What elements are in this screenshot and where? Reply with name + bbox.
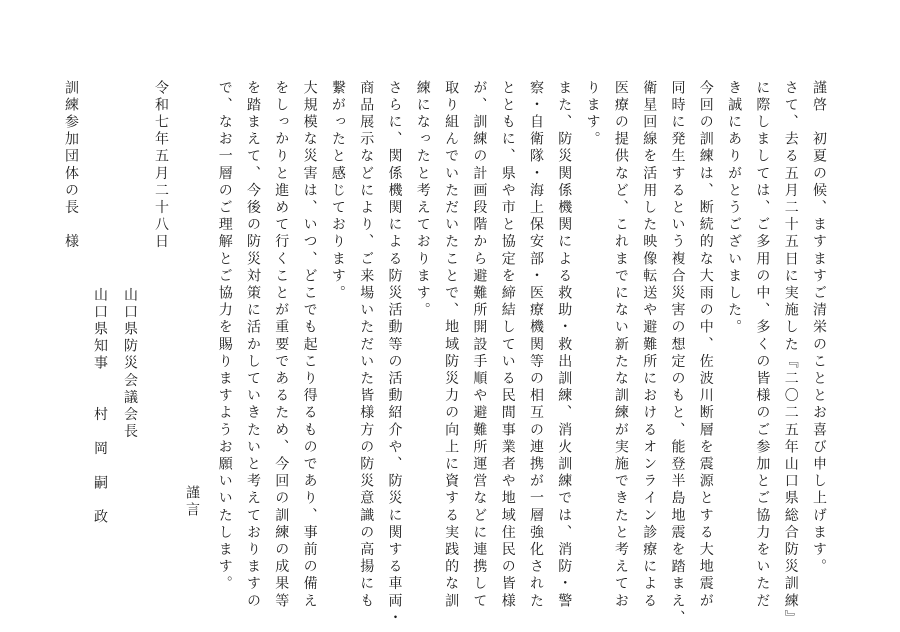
body-line: 大規模な災害は、いつ、どこでも起こり得るものであり、事前の備え	[301, 80, 318, 611]
body-line: に際しましては、ご多用の中、多くの皆様のご参加とご協力をいただ	[754, 80, 771, 611]
body-line: き誠にありがとうございました。	[726, 80, 743, 337]
addressee: 訓練参加団体の長 様	[63, 80, 79, 251]
sender-title: 山口県知事 村 岡 嗣 政	[92, 287, 108, 527]
body-line: をしっかりと進めて行くことが重要であるため、今回の訓練の成果等	[273, 80, 290, 611]
date: 令和七年五月二十八日	[153, 80, 169, 251]
body-line: 医療の提供など、これまでにない新たな訓練が実施できたと考えてお	[612, 80, 629, 611]
body-line: さらに、関係機関による防災活動等の活動紹介や、防災に関する車両・	[386, 80, 403, 628]
body-line: 察・自衛隊・海上保安部・医療機関等の相互の連携が一層強化された	[528, 80, 544, 611]
body-line: 謹啓 初夏の候、ますますご清栄のこととお喜び申し上げます。	[811, 80, 827, 576]
body-line: 同時に発生するという複合災害の想定のもと、能登半島地震を踏まえ、	[669, 80, 686, 628]
body-line: 商品展示などにより、ご来場いただいた皆様方の防災意識の高揚にも	[358, 80, 375, 611]
body-line: 練になったと考えております。	[414, 80, 431, 320]
body-line: で、なお一層のご理解とご協力を賜りますようお願いいたします。	[216, 80, 233, 593]
body-line: 衛星回線を活用した映像転送や避難所におけるオンライン診療による	[641, 80, 658, 611]
body-line: 繋がったと感じております。	[329, 80, 346, 303]
body-line: 取り組んでいただいたことで、地域防災力の向上に資する実践的な訓	[443, 80, 460, 611]
body-line: を踏まえて、今後の防災対策に活かしていきたいと考えておりますの	[245, 80, 261, 611]
body-line: とともに、県や市と協定を締結している民間事業者や地域住民の皆様	[499, 80, 516, 611]
body-line: が、訓練の計画段階から避難所開設手順や避難所運営などに連携して	[471, 80, 488, 611]
body-line: さて、去る五月二十五日に実施した『二〇二五年山口県総合防災訓練』	[782, 80, 799, 628]
sender-org: 山口県防災会議会長	[122, 287, 138, 441]
body-line: また、防災関係機関による救助・救出訓練、消火訓練では、消防・警	[556, 80, 573, 611]
body-line: ります。	[584, 80, 601, 149]
closing: 謹言	[184, 485, 200, 520]
body-line: 今回の訓練は、断続的な大雨の中、佐波川断層を震源とする大地震が	[697, 80, 714, 611]
